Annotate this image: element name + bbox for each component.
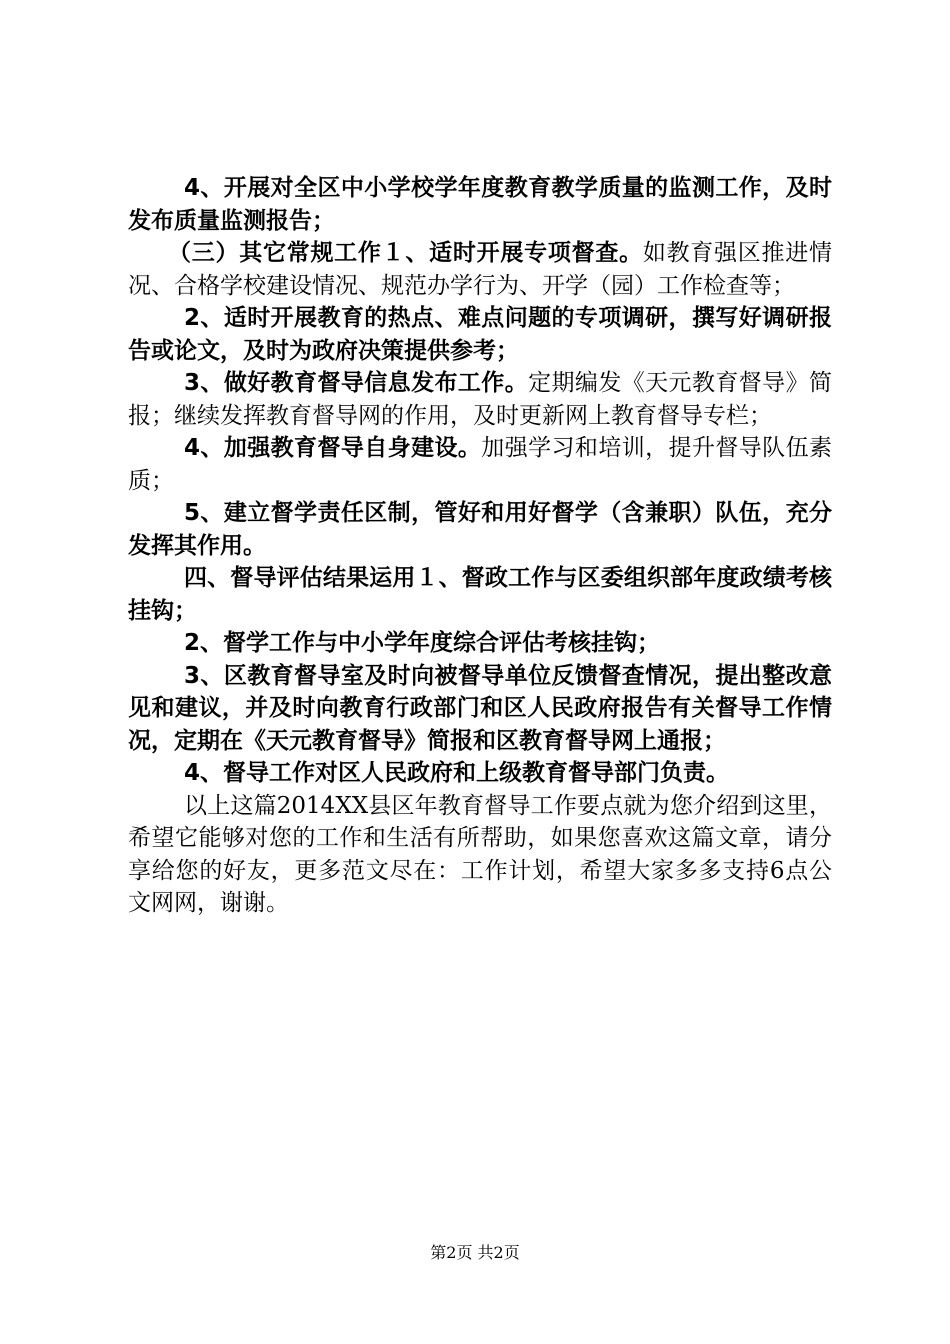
paragraph-7-lead: 四、督导评估结果运用１、督政工作与区委组织部年度政绩考核挂钩； (128, 565, 832, 624)
paragraph-4-rest: 定期编发《天元教育督导》简报；继续发挥教育督导网的作用，及时更新网上教育督导专栏； (128, 370, 832, 429)
paragraph-8 (128, 627, 832, 660)
paragraph-1-lead: 4、开展对全区中小学校学年度教育教学质量的监测工作，及时发布质量监测报告； (128, 175, 832, 234)
paragraph-2 (128, 237, 832, 302)
page-footer (0, 1240, 950, 1263)
paragraph-11 (128, 790, 832, 920)
paragraph-6-lead: 5、建立督学责任区制，管好和用好督学（含兼职）队伍，充分发挥其作用。 (128, 500, 832, 559)
paragraph-1 (128, 172, 832, 237)
paragraph-5-rest: 加强学习和培训，提升督导队伍素质； (128, 435, 832, 494)
paragraph-11-rest: 以上这篇2014XX县区年教育督导工作要点就为您介绍到这里，希望它能够对您的工作和生活有所帮助，如果您喜欢这篇文章，请分享给您的好友，更多范文尽在：工作计划，希望大家多多支持6点公文网网，谢谢。 (128, 792, 832, 916)
paragraph-9-lead: 3、区教育督导室及时向被督导单位反馈督查情况，提出整改意见和建议，并及时向教育行政部门和区人民政府报告有关督导工作情况，定期在《天元教育督导》简报和区教育督导网上通报； (128, 662, 832, 754)
paragraph-9 (128, 660, 832, 758)
paragraph-5 (128, 432, 832, 497)
document-body (128, 172, 832, 920)
paragraph-3 (128, 302, 832, 367)
paragraph-7 (128, 562, 832, 627)
paragraph-4-lead: 3、做好教育督导信息发布工作。 (184, 370, 529, 396)
paragraph-2-lead: （三）其它常规工作１、适时开展专项督查。 (168, 240, 643, 266)
paragraph-3-lead: 2、适时开展教育的热点、难点问题的专项调研，撰写好调研报告或论文，及时为政府决策提供参考； (128, 305, 832, 364)
paragraph-5-lead: 4、加强教育督导自身建设。 (184, 435, 482, 461)
paragraph-10-lead: 4、督导工作对区人民政府和上级教育督导部门负责。 (184, 760, 730, 786)
page-number: 第2页 共2页 (430, 1243, 520, 1262)
paragraph-4 (128, 367, 832, 432)
paragraph-10 (128, 757, 832, 790)
paragraph-8-lead: 2、督学工作与中小学年度综合评估考核挂钩； (184, 630, 661, 656)
paragraph-2-rest: 如教育强区推进情况、合格学校建设情况、规范办学行为、开学（园）工作检查等； (128, 240, 833, 299)
paragraph-6 (128, 497, 832, 562)
